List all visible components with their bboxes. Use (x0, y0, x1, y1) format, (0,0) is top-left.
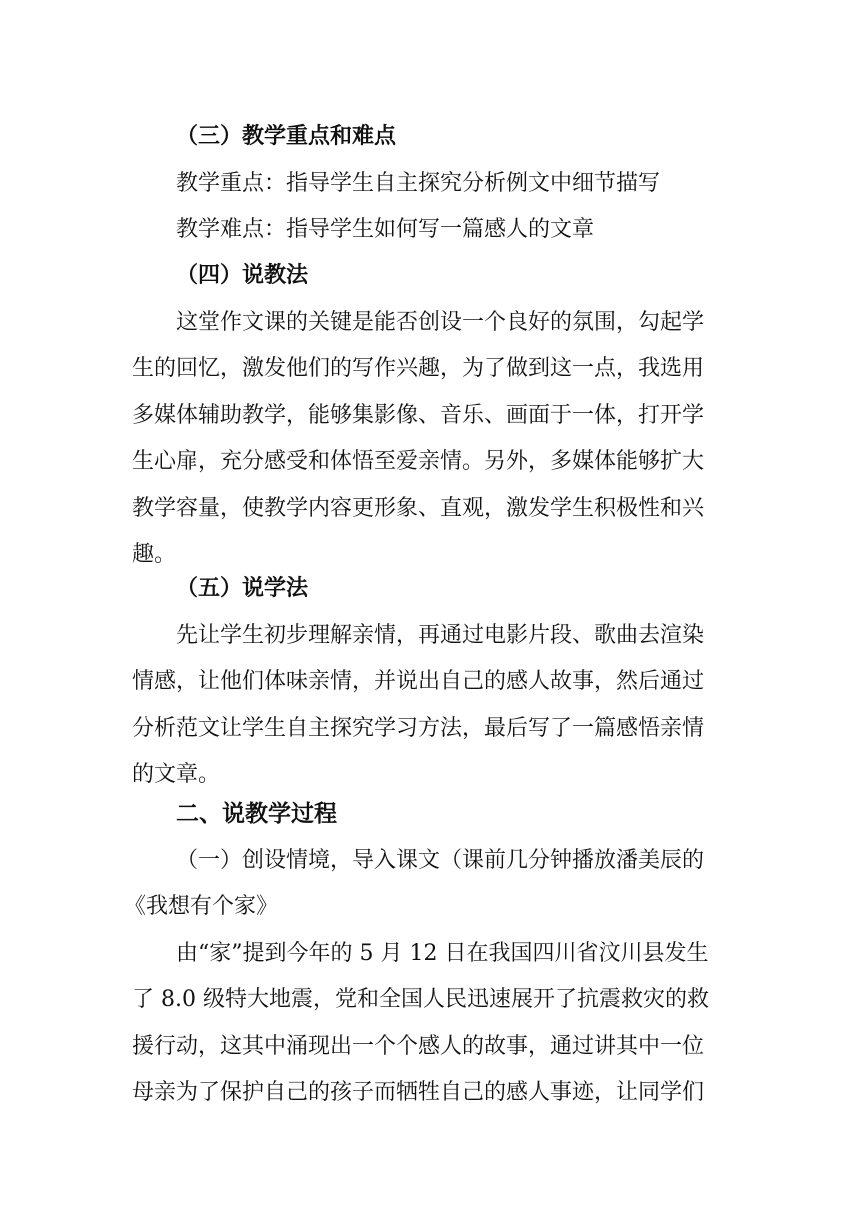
section-teaching-focus (132, 114, 730, 254)
section-teaching-process (124, 791, 730, 1117)
paragraph-line: 由“家”提到今年的 5 月 12 日在我国四川省汶川县发生 (176, 940, 709, 966)
paragraph-line: 多媒体辅助教学，能够集影像、音乐、画面于一体，打开学 (132, 402, 705, 428)
subheading-line: 《我想有个家》 (124, 894, 279, 919)
heading-teaching-method: （四）说教法 (176, 263, 309, 288)
heading-teaching-process: 二、说教学过程 (176, 801, 337, 827)
paragraph-line: 教学容量，使教学内容更形象、直观，激发学生积极性和兴 (132, 495, 705, 521)
paragraph-line: 情感，让他们体味亲情，并说出自己的感人故事，然后通过 (132, 669, 705, 694)
paragraph-line: 母亲为了保护自己的孩子而牺牲自己的感人事迹，让同学们 (132, 1080, 705, 1105)
paragraph-line: 这堂作文课的关键是能否创设一个良好的氛围，勾起学 (176, 309, 705, 335)
paragraph-line: 了 8.0 级特大地震，党和全国人民迅速展开了抗震救灾的救 (132, 987, 709, 1012)
paragraph-line: 生的回忆，激发他们的写作兴趣，为了做到这一点，我选用 (132, 356, 705, 381)
paragraph-line: 先让学生初步理解亲情，再通过电影片段、歌曲去渲染 (176, 622, 705, 648)
teaching-difficulty: 教学难点：指导学生如何写一篇感人的文章 (176, 217, 595, 242)
section-teaching-method (132, 253, 730, 579)
paragraph-line: 趣。 (132, 542, 177, 567)
subheading-line: （一）创设情境，导入课文（课前几分钟播放潘美辰的 (176, 847, 705, 873)
paragraph-line: 的文章。 (132, 762, 221, 787)
section-learning-method (132, 566, 730, 799)
heading-learning-method: （五）说学法 (176, 576, 309, 601)
paragraph-line: 分析范文让学生自主探究学习方法，最后写了一篇感悟亲情 (132, 715, 705, 741)
paragraph-line: 生心扉，充分感受和体悟至爱亲情。另外，多媒体能够扩大 (132, 449, 705, 474)
teaching-key-point: 教学重点：指导学生自主探究分析例文中细节描写 (176, 170, 661, 196)
paragraph-line: 援行动，这其中涌现出一个个感人的故事，通过讲其中一位 (132, 1033, 705, 1059)
heading-teaching-focus: （三）教学重点和难点 (176, 124, 397, 149)
